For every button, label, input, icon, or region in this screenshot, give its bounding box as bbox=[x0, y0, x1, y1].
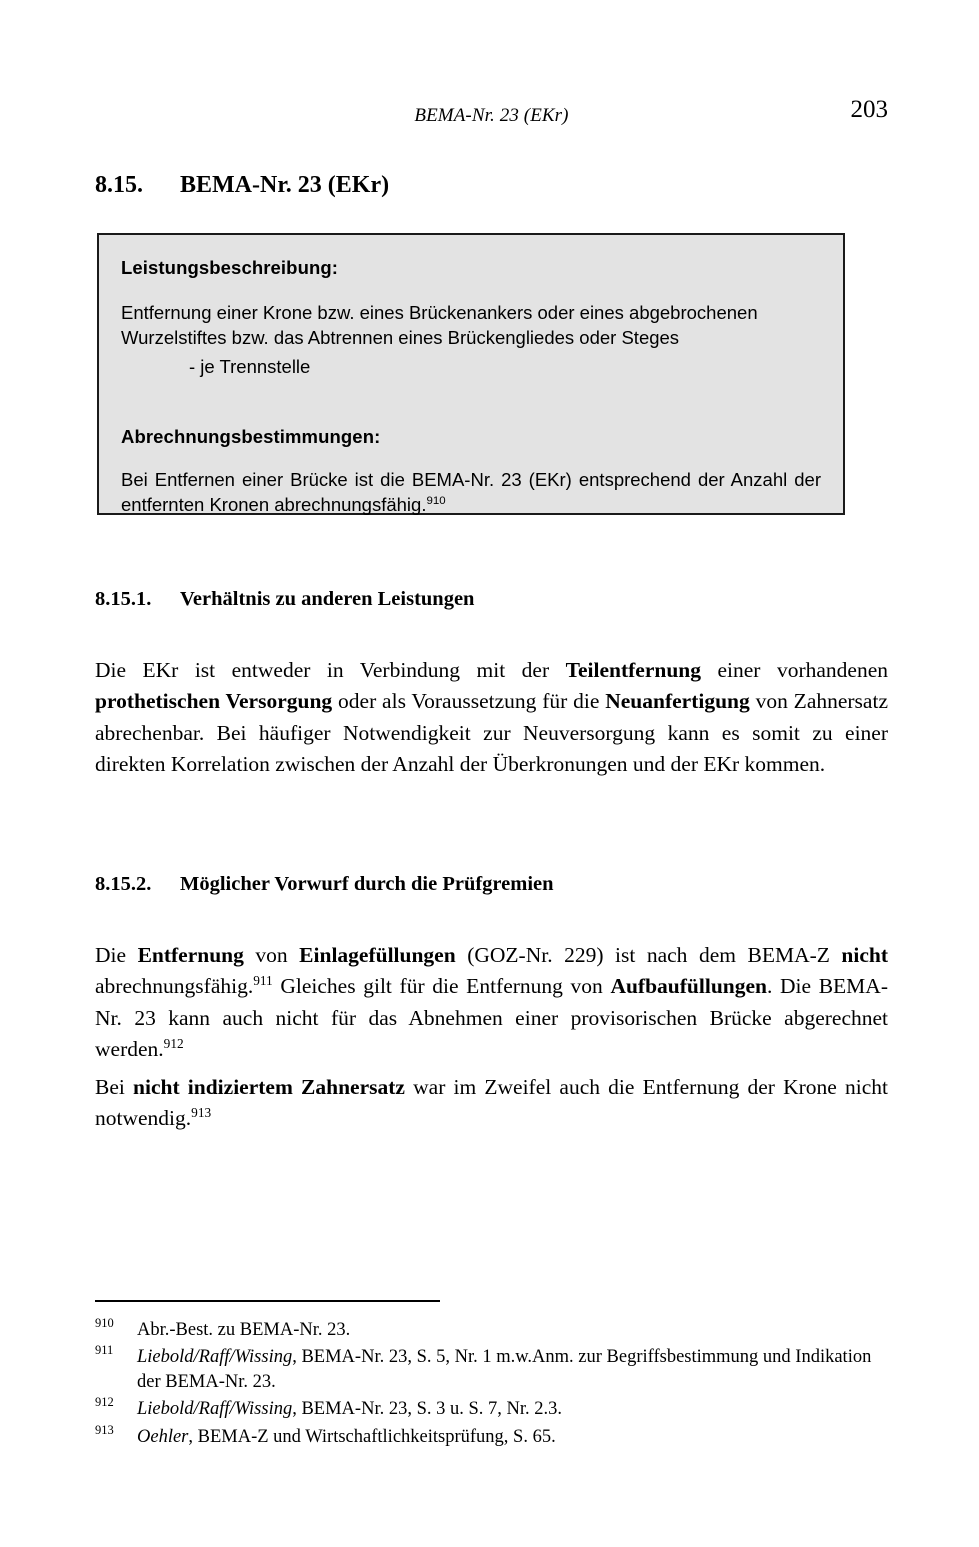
p2-bold-aufbaufuellungen: Aufbaufüllungen bbox=[610, 974, 767, 999]
p2-bold-einlagefuellungen: Einlagefüllungen bbox=[299, 943, 456, 967]
p2-text-c: (GOZ-Nr. 229) ist nach dem BEMA-Z bbox=[455, 943, 842, 967]
footnote-text-911: , BEMA-Nr. 23, S. 5, Nr. 1 m.w.Anm. zur Begriffsbestimmung und Indikation der BEMA-Nr. 23. bbox=[137, 1347, 872, 1393]
footnote-text-912: , BEMA-Nr. 23, S. 3 u. S. 7, Nr. 2.3. bbox=[292, 1399, 563, 1420]
footnote-ref-910[interactable]: 910 bbox=[426, 494, 446, 507]
footnote-ref-913[interactable]: 913 bbox=[191, 1105, 212, 1121]
footnote-italic-911: Liebold/Raff/Wissing bbox=[137, 1347, 293, 1368]
section-title: BEMA-Nr. 23 (EKr) bbox=[180, 172, 390, 198]
box-subitem-trennstelle: - je Trennstelle bbox=[189, 356, 311, 378]
box-text-abrechnungsbestimmungen bbox=[121, 468, 821, 517]
box-text-leistungsbeschreibung: Entfernung einer Krone bzw. eines Brückenankers oder eines abgebrochenen Wurzelstiftes bzw. das Abtrennen eines Brückengliedes oder Steges bbox=[121, 302, 758, 348]
box-label-leistungsbeschreibung: Leistungsbeschreibung: bbox=[121, 257, 339, 278]
footnote-910 bbox=[95, 1318, 888, 1343]
running-header-title: BEMA-Nr. 23 (EKr) bbox=[414, 105, 569, 126]
p1-bold-teilentfernung: Teilentfernung bbox=[565, 658, 702, 682]
p1-text-b: einer vorhandenen bbox=[701, 658, 888, 682]
subsection-heading-8-15-1 bbox=[95, 588, 888, 611]
box-text-abrechnung-body: Bei Entfernen einer Brücke ist die BEMA-Nr. 23 (EKr) entsprechend der Anzahl der entfernten Kronen abrechnungsfähig. bbox=[121, 469, 821, 515]
subsection-heading-8-15-2 bbox=[95, 873, 888, 896]
p1-text-d: von Zahnersatz abrechenbar. Bei häufiger Notwendigkeit zur Neuversorgung kann es somit zu einer direkten Korrelation zwischen der Anzahl der Überkronungen und der EKr kommen. bbox=[95, 689, 888, 777]
section-heading bbox=[95, 172, 888, 199]
section-number: 8.15. bbox=[95, 172, 143, 198]
p3-bold-nicht-indizierter-zahnersatz: nicht indiziertem Zahnersatz bbox=[133, 1075, 405, 1099]
footnotes-area bbox=[95, 1318, 888, 1452]
p3-text-b: war im Zweifel auch die Entfernung der Krone nicht notwendig. bbox=[95, 1075, 888, 1131]
p2-text-d: abrechnungsfähig. bbox=[95, 974, 254, 999]
footnote-number-912: 912 bbox=[95, 1395, 114, 1410]
subsection-title-1: Verhältnis zu anderen Leistungen bbox=[180, 588, 475, 610]
p2-bold-nicht: nicht bbox=[841, 943, 888, 967]
footnote-separator bbox=[95, 1300, 440, 1302]
p2-text-f: . Die BEMA-Nr. 23 kann auch nicht für das Abnehmen einer provisorischen Brücke abgerechnet werden. bbox=[95, 974, 888, 1062]
footnote-913 bbox=[95, 1422, 888, 1450]
paragraph-verhaeltnis bbox=[95, 655, 888, 781]
footnote-text-910: Abr.-Best. zu BEMA-Nr. 23. bbox=[137, 1320, 351, 1340]
box-label-abrechnungsbestimmungen: Abrechnungsbestimmungen: bbox=[121, 426, 381, 448]
footnote-text-913: , BEMA-Z und Wirtschaftlichkeitsprüfung, S. 65. bbox=[188, 1426, 556, 1447]
subsection-number-1: 8.15.1. bbox=[95, 588, 152, 610]
leistungsbeschreibung-box bbox=[97, 233, 845, 515]
p1-text-a: Die EKr ist entweder in Verbindung mit der bbox=[95, 658, 566, 682]
p2-text-a: Die bbox=[95, 943, 138, 967]
footnote-912 bbox=[95, 1397, 888, 1422]
p2-text-b: von bbox=[243, 943, 300, 967]
footnote-ref-912[interactable]: 912 bbox=[163, 1035, 184, 1051]
p1-text-c: oder als Voraussetzung für die bbox=[332, 689, 606, 714]
p2-text-e: Gleiches gilt für die Entfernung von bbox=[272, 974, 611, 999]
page-number: 203 bbox=[850, 96, 888, 123]
footnote-italic-913: Oehler bbox=[137, 1426, 189, 1447]
footnote-911 bbox=[95, 1345, 888, 1395]
p1-bold-neuanfertigung: Neuanfertigung bbox=[605, 689, 750, 714]
running-header bbox=[95, 96, 888, 133]
p1-bold-prothetische-versorgung: prothetischen Versorgung bbox=[95, 689, 333, 714]
p2-bold-entfernung: Entfernung bbox=[137, 943, 244, 967]
footnote-number-910: 910 bbox=[95, 1316, 114, 1330]
footnote-ref-911[interactable]: 911 bbox=[253, 973, 273, 989]
subsection-number-2: 8.15.2. bbox=[95, 873, 152, 895]
paragraph-zahnersatz bbox=[95, 1072, 888, 1135]
footnote-number-911: 911 bbox=[95, 1343, 114, 1358]
subsection-title-2: Möglicher Vorwurf durch die Prüfgremien bbox=[180, 873, 554, 895]
footnote-number-913: 913 bbox=[95, 1422, 114, 1437]
paragraph-vorwurf bbox=[95, 940, 888, 1066]
p3-text-a: Bei bbox=[95, 1075, 134, 1099]
footnote-italic-912: Liebold/Raff/Wissing bbox=[137, 1399, 293, 1420]
